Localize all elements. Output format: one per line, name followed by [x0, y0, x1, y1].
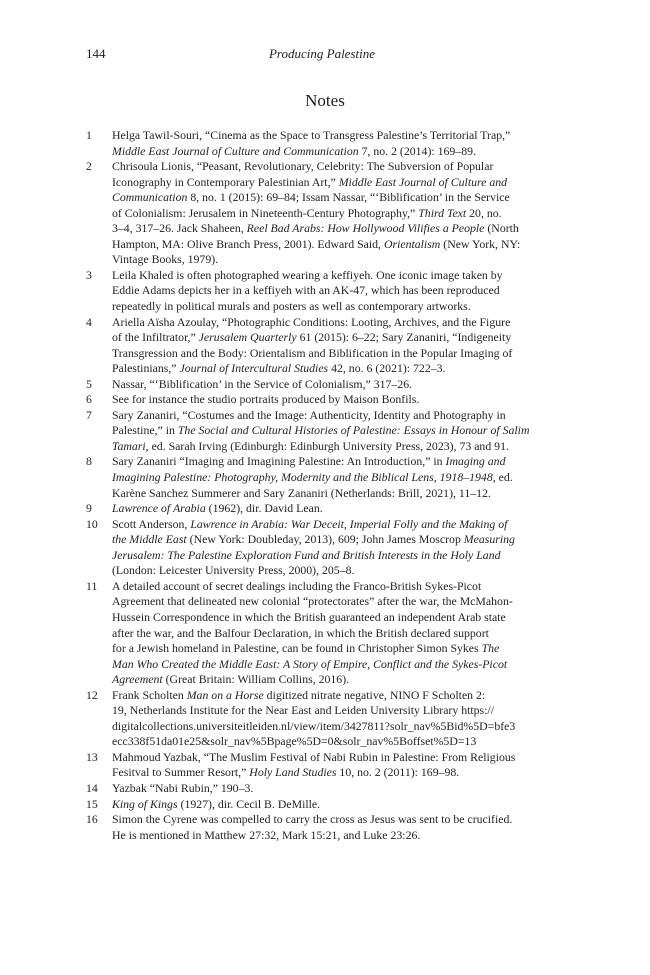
running-head — [86, 46, 558, 64]
note-item — [86, 501, 558, 517]
note-number: 5 — [86, 376, 92, 391]
note-item — [86, 781, 558, 797]
note-item — [86, 579, 558, 688]
note-number: 13 — [86, 749, 98, 764]
note-text: See for instance the studio portraits produced by Maison Bonfils. — [112, 392, 420, 407]
note-text: Yazbak “Nabi Rubin,” 190–3. — [112, 780, 254, 795]
note-number: 1 — [86, 128, 92, 142]
note-item — [86, 408, 558, 455]
note-number: 16 — [86, 812, 98, 827]
note-text: Leila Khaled is often photographed wearing a keffiyeh. One iconic image taken by Eddie Adams depicts her in a keffiyeh with an AK-47, which has been reproduced repeatedly in political murals and posters as well as contemporary artworks. — [112, 267, 503, 314]
note-number: 15 — [86, 796, 98, 811]
note-text: Lawrence of Arabia (1962), dir. David Lean. — [112, 501, 323, 516]
notes-heading: Notes — [305, 91, 345, 110]
page-number: 144 — [86, 46, 106, 61]
note-item — [86, 377, 558, 393]
note-number: 6 — [86, 392, 92, 407]
note-text: Mahmoud Yazbak, “The Muslim Festival of Nabi Rubin in Palestine: From Religious Fesitval to Summer Resort,” Holy Land Studies 10, no. 2 (2011): 169–98. — [112, 749, 516, 780]
note-text: Nassar, “‘Biblification’ in the Service of Colonialism,” 317–26. — [112, 376, 413, 391]
note-number: 14 — [86, 780, 98, 795]
note-item — [86, 315, 558, 377]
running-title: Producing Palestine — [268, 46, 376, 61]
note-number: 12 — [86, 687, 98, 702]
note-text: Ariella Aïsha Azoulay, “Photographic Conditions: Looting, Archives, and the Figure of the Infiltrator,” Jerusalem Quarterly 61 (2015): 6–22; Sary Zananiri, “Indigeneity Transgression and the Body: Orientalism and Biblification in the Popular Imaging of Palestinians,” Journal of Intercultural Studies 42, no. 6 (2021): 722–3. — [112, 314, 513, 376]
note-text: Helga Tawil-Souri, “Cinema as the Space to Transgress Palestine’s Territorial Trap,” Middle East Journal of Culture and Communication 7, no. 2 (2014): 169–89. — [112, 128, 511, 158]
note-item — [86, 392, 558, 408]
note-item — [86, 159, 558, 268]
note-number: 8 — [86, 454, 92, 469]
note-text: Sary Zananiri, “Costumes and the Image: Authenticity, Identity and Photography in Palestine,” in The Social and Cultural Histories of Palestine: Essays in Honour of Salim Tamari, ed. Sarah Irving (Edinburgh: Edinburgh University Press, 2023), 73 and 91. — [112, 407, 530, 453]
note-text: Sary Zananiri “Imaging and Imagining Palestine: An Introduction,” in Imaging and Imagining Palestine: Photography, Modernity and the Biblical Lens, 1918–1948, ed. Karène Sanchez Summerer and Sary Zananiri (Netherlands: Brill, 2021), 11–12. — [112, 454, 513, 500]
note-item — [86, 517, 558, 579]
note-number: 9 — [86, 501, 92, 516]
note-number: 7 — [86, 407, 92, 422]
note-item — [86, 454, 558, 501]
note-text: A detailed account of secret dealings including the Franco-British Sykes-Picot Agreement that delineated new colonial “protectorates” after the war, the McMahon- Hussein Correspondence in which the British guaranteed an independent Arab state after the war, and the Balfour Declaration, in which the British declared support for a Jewish homeland in Palestine, can be found in Christopher Simon Sykes The Man Who Created the Middle East: A Story of Empire, Conflict and the Sykes-Picot Agreement (Great Britain: William Collins, 2016). — [112, 578, 513, 687]
note-item — [86, 797, 558, 813]
note-text: Simon the Cyrene was compelled to carry the cross as Jesus was sent to be crucified. He is mentioned in Matthew 27:32, Mark 15:21, and Luke 23:26. — [112, 812, 513, 842]
note-number: 3 — [86, 267, 92, 282]
note-item — [86, 750, 558, 781]
note-item — [86, 812, 558, 843]
note-item — [86, 128, 558, 159]
note-text: Chrisoula Lionis, “Peasant, Revolutionary, Celebrity: The Subversion of Popular Iconography in Contemporary Palestinian Art,” Middle East Journal of Culture and Communication 8, no. 1 (2015): 69–84; Issam Nassar, “‘Biblification’ in the Service of Colonialism: Jerusalem in Nineteenth-Century Photography,” Third Text 20, no. 3–4, 317–26. Jack Shaheen, Reel Bad Arabs: How Hollywood Vilifies a People (North Hampton, MA: Olive Branch Press, 2001). Edward Said, Orientalism (New York, NY: Vintage Books, 1979). — [112, 159, 521, 267]
note-item — [86, 268, 558, 315]
note-item — [86, 688, 558, 750]
note-number: 10 — [86, 516, 98, 531]
note-number: 2 — [86, 159, 92, 174]
notes-list — [86, 128, 558, 843]
note-text: King of Kings (1927), dir. Cecil B. DeMille. — [112, 796, 321, 811]
note-text: Scott Anderson, Lawrence in Arabia: War Deceit, Imperial Folly and the Making of the Middle East (New York: Doubleday, 2013), 609; John James Moscrop Measuring Jerusalem: The Palestine Exploration Fund and British Interests in the Holy Land (London: Leicester University Press, 2000), 205–8. — [112, 516, 515, 578]
note-number: 11 — [86, 578, 98, 593]
note-text: Frank Scholten Man on a Horse digitized nitrate negative, NINO F Scholten 2: 19, Netherlands Institute for the Near East and Leiden University Library https:// digitalcollections.universiteitleiden.nl/view/item/3427811?solr_nav%5Bid%5D=bfe3 ecc338f51da01e25&solr_nav%5Bpage%5D=0&solr_nav%5Boffset%5D=13 — [112, 687, 516, 749]
note-number: 4 — [86, 314, 92, 329]
